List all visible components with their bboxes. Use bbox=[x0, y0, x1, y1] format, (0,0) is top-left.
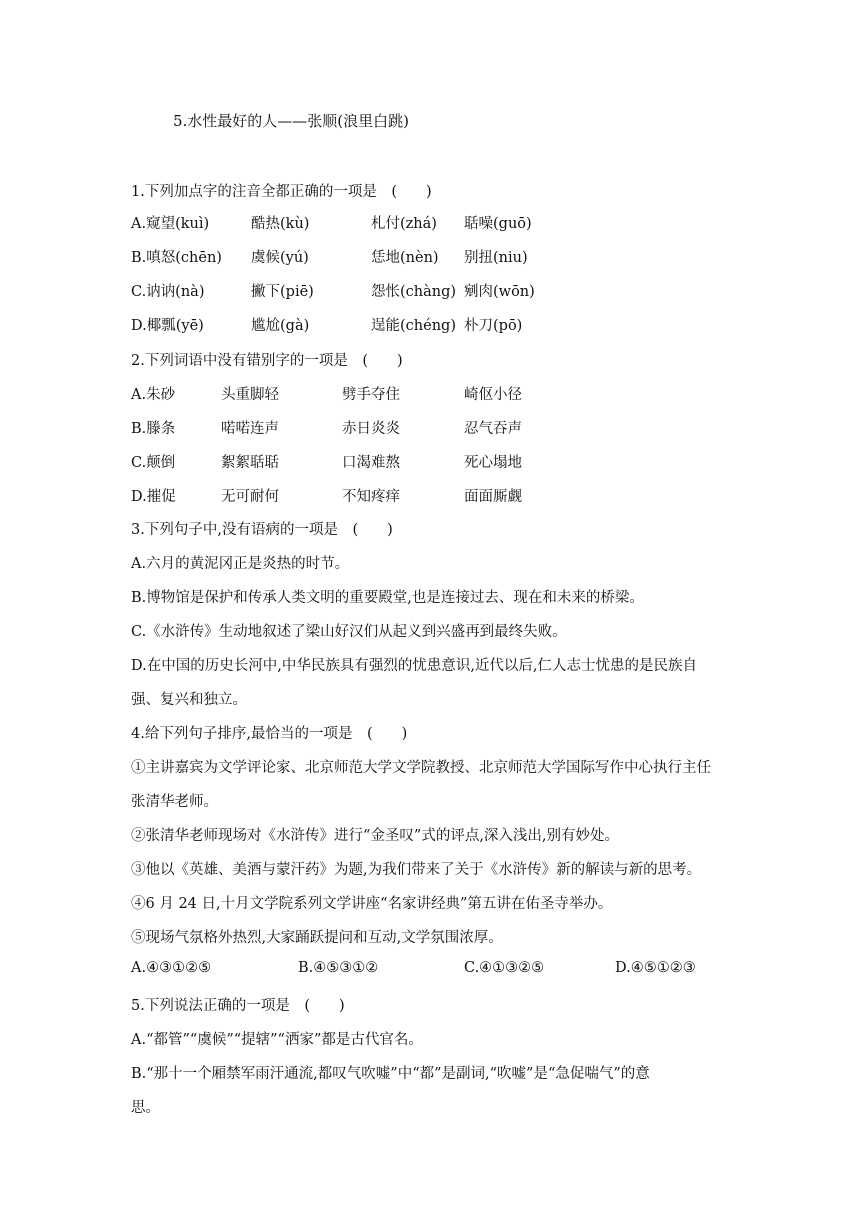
question-1-stem: 1.下列加点字的注音全都正确的一项是 ( ) bbox=[131, 184, 432, 200]
question-3-option-c: C.《水浒传》生动地叙述了梁山好汉们从起义到兴盛再到最终失败。 bbox=[131, 624, 567, 640]
section-title: 5.水性最好的人——张顺(浪里白跳) bbox=[173, 112, 410, 130]
option-item: 撇下(piē) bbox=[251, 284, 314, 300]
option-item: A.窥望(kuì) bbox=[131, 216, 210, 232]
option-item: 朴刀(pō) bbox=[464, 318, 523, 334]
option-item: A.朱砂 bbox=[131, 387, 176, 403]
option-item: A.④③①②⑤ bbox=[131, 960, 212, 976]
option-item: 别扭(niu) bbox=[464, 250, 528, 266]
option-item: 虞候(yú) bbox=[251, 250, 309, 266]
question-3-stem: 3.下列句子中,没有语病的一项是 ( ) bbox=[131, 522, 393, 538]
option-item: D.椰瓢(yē) bbox=[131, 318, 204, 334]
option-item: 死心塌地 bbox=[464, 455, 522, 471]
option-item: D.④⑤①②③ bbox=[615, 960, 696, 976]
question-4-sentence-3: ③他以《英雄、美酒与蒙汗药》为题,为我们带来了关于《水浒传》新的解读与新的思考。 bbox=[131, 862, 702, 878]
option-item: C.颠倒 bbox=[131, 455, 176, 471]
question-3-option-d-line-1: D.在中国的历史长河中,中华民族具有强烈的忧患意识,近代以后,仁人志士忧患的是民族自 bbox=[131, 658, 698, 674]
option-item: B.滕条 bbox=[131, 421, 176, 437]
option-item: 逞能(chéng) bbox=[371, 318, 456, 334]
question-4-sentence-5: ⑤现场气氛格外热烈,大家踊跃提问和互动,文学氛围浓厚。 bbox=[131, 930, 503, 946]
question-5-option-a: A.“都管”“虞候”“提辖”“洒家”都是古代官名。 bbox=[131, 1032, 423, 1048]
option-item: 面面厮觑 bbox=[464, 489, 522, 505]
option-item: C.④①③②⑤ bbox=[464, 960, 545, 976]
option-item: 絮絮聒聒 bbox=[221, 455, 279, 471]
question-3-option-d-line-2: 强、复兴和独立。 bbox=[131, 692, 247, 708]
question-4-stem: 4.给下列句子排序,最恰当的一项是 ( ) bbox=[131, 726, 408, 742]
option-item: 恁地(nèn) bbox=[371, 250, 439, 266]
question-2-stem: 2.下列词语中没有错别字的一项是 ( ) bbox=[131, 353, 403, 369]
question-4-sentence-1-line-1: ①主讲嘉宾为文学评论家、北京师范大学文学院教授、北京师范大学国际写作中心执行主任 bbox=[131, 760, 711, 776]
option-item: 头重脚轻 bbox=[221, 387, 279, 403]
question-5-option-b-line-1: B.“那十一个厢禁军雨汗通流,都叹气吹嘘”中“都”是副词,“吹嘘”是“急促喘气”的意 bbox=[131, 1066, 650, 1082]
option-item: 劈手夺住 bbox=[342, 387, 400, 403]
option-item: B.④⑤③①② bbox=[298, 960, 379, 976]
option-item: 喏喏连声 bbox=[221, 421, 279, 437]
option-item: 无可耐何 bbox=[221, 489, 279, 505]
question-4-sentence-4: ④6 月 24 日,十月文学院系列文学讲座“名家讲经典”第五讲在佑圣寺举办。 bbox=[131, 896, 613, 912]
option-item: 剜肉(wōn) bbox=[464, 284, 535, 300]
option-item: 札付(zhá) bbox=[371, 216, 437, 232]
question-5-option-b-line-2: 思。 bbox=[131, 1100, 160, 1116]
option-item: 不知疼痒 bbox=[342, 489, 400, 505]
question-4-sentence-2: ②张清华老师现场对《水浒传》进行“金圣叹”式的评点,深入浅出,别有妙处。 bbox=[131, 828, 620, 844]
option-item: 聒噪(guō) bbox=[464, 216, 532, 232]
option-item: C.讷讷(nà) bbox=[131, 284, 205, 300]
question-4-sentence-1-line-2: 张清华老师。 bbox=[131, 794, 218, 810]
option-item: 怨怅(chàng) bbox=[371, 284, 457, 300]
option-item: 忍气吞声 bbox=[464, 421, 522, 437]
option-item: 赤日炎炎 bbox=[342, 421, 400, 437]
option-item: 尴尬(gà) bbox=[251, 318, 310, 334]
question-5-stem: 5.下列说法正确的一项是 ( ) bbox=[131, 998, 345, 1014]
question-3-option-a: A.六月的黄泥冈正是炎热的时节。 bbox=[131, 556, 350, 572]
option-item: B.嗔怒(chēn) bbox=[131, 250, 222, 266]
question-3-option-b: B.博物馆是保护和传承人类文明的重要殿堂,也是连接过去、现在和未来的桥梁。 bbox=[131, 590, 644, 606]
option-item: 口渴难熬 bbox=[342, 455, 400, 471]
option-item: 崎伛小径 bbox=[464, 387, 522, 403]
option-item: D.摧促 bbox=[131, 489, 176, 505]
option-item: 酷热(kù) bbox=[251, 216, 310, 232]
